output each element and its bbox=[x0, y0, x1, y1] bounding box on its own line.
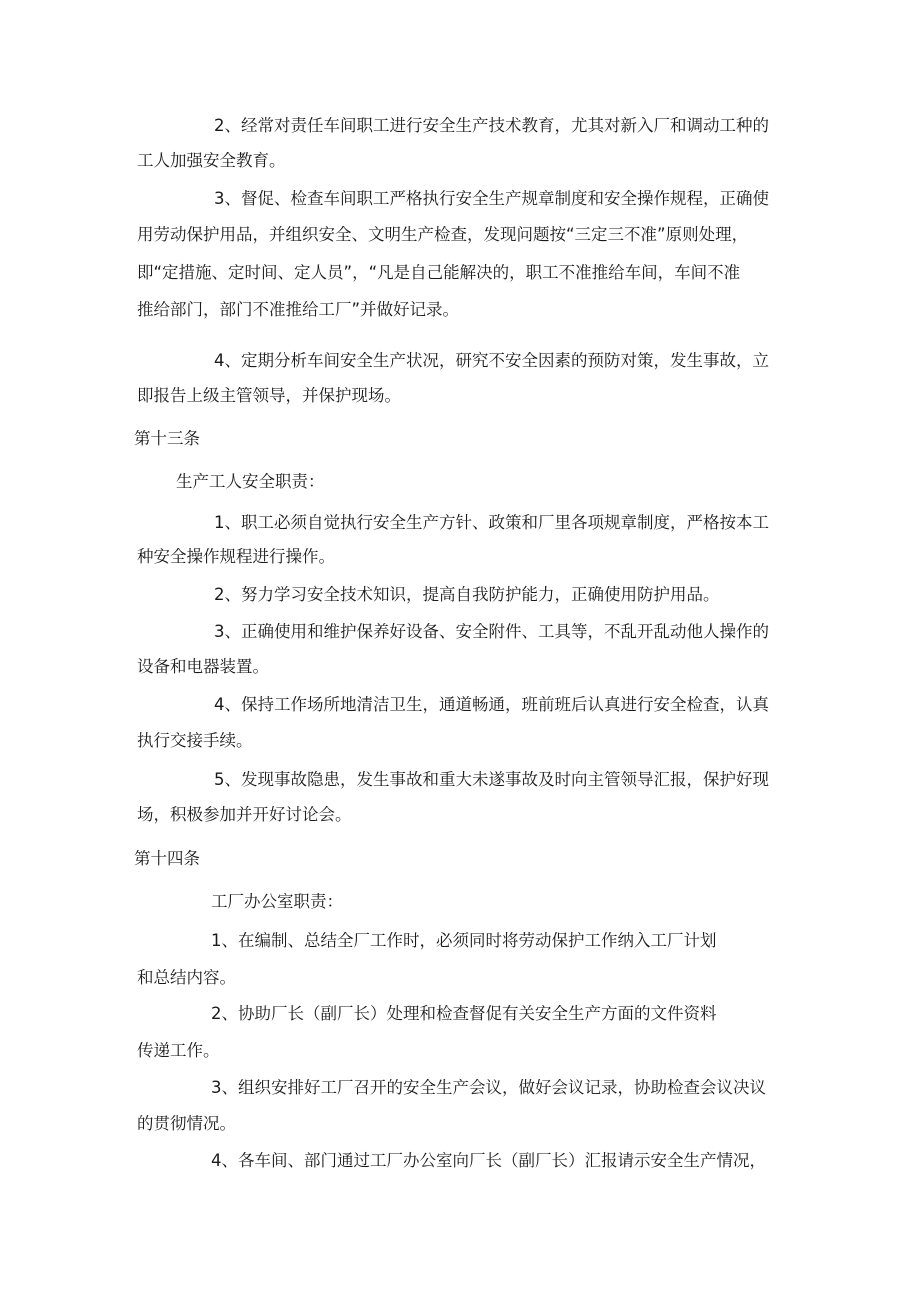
text-line: 4、定期分析车间安全生产状况，研究不安全因素的预防对策，发生事故，立 bbox=[214, 351, 769, 370]
text-line: 执行交接手续。 bbox=[137, 731, 253, 750]
text-line: 4、保持工作场所地清洁卫生，通道畅通，班前班后认真进行安全检查，认真 bbox=[214, 695, 769, 714]
text-line: 2、协助厂长（副厂长）处理和检查督促有关安全生产方面的文件资料 bbox=[211, 1004, 717, 1023]
text-line: 和总结内容。 bbox=[137, 968, 236, 987]
text-line: 5、发现事故隐患，发生事故和重大未遂事故及时向主管领导汇报，保护好现 bbox=[214, 770, 769, 789]
text-line: 场，积极参加并开好讨论会。 bbox=[137, 805, 352, 824]
text-line: 即“定措施、定时间、定人员”，“凡是自己能解决的，职工不准推给车间，车间不准 bbox=[137, 263, 741, 282]
text-line: 推给部门，部门不准推给工厂”并做好记录。 bbox=[137, 300, 460, 319]
text-line: 的贯彻情况。 bbox=[137, 1114, 236, 1133]
text-line: 即报告上级主管领导，并保护现场。 bbox=[137, 386, 401, 405]
text-line: 2、经常对责任车间职工进行安全生产技术教育，尤其对新入厂和调动工种的 bbox=[214, 116, 769, 135]
text-line: 1、职工必须自觉执行安全生产方针、政策和厂里各项规章制度，严格按本工 bbox=[214, 513, 769, 532]
text-line: 用劳动保护用品，并组织安全、文明生产检查，发现问题按“三定三不准”原则处理， bbox=[137, 225, 749, 244]
section-heading: 第十四条 bbox=[134, 849, 200, 868]
text-line: 1、在编制、总结全厂工作时，必须同时将劳动保护工作纳入工厂计划 bbox=[211, 931, 717, 950]
text-line: 3、督促、检查车间职工严格执行安全生产规章制度和安全操作规程，正确使 bbox=[214, 189, 769, 208]
text-line: 2、努力学习安全技术知识，提高自我防护能力，正确使用防护用品。 bbox=[214, 585, 720, 604]
text-line: 3、正确使用和维护保养好设备、安全附件、工具等，不乱开乱动他人操作的 bbox=[214, 622, 769, 641]
text-line: 4、各车间、部门通过工厂办公室向厂长（副厂长）汇报请示安全生产情况， bbox=[211, 1151, 766, 1170]
text-line: 传递工作。 bbox=[137, 1041, 220, 1060]
subsection-title: 工厂办公室职责： bbox=[211, 892, 343, 911]
text-line: 种安全操作规程进行操作。 bbox=[137, 547, 335, 566]
text-line: 设备和电器装置。 bbox=[137, 657, 269, 676]
section-heading: 第十三条 bbox=[134, 429, 200, 448]
text-line: 工人加强安全教育。 bbox=[137, 151, 286, 170]
text-line: 3、组织安排好工厂召开的安全生产会议，做好会议记录，协助检查会议决议 bbox=[211, 1078, 766, 1097]
subsection-title: 生产工人安全职责： bbox=[176, 472, 325, 491]
